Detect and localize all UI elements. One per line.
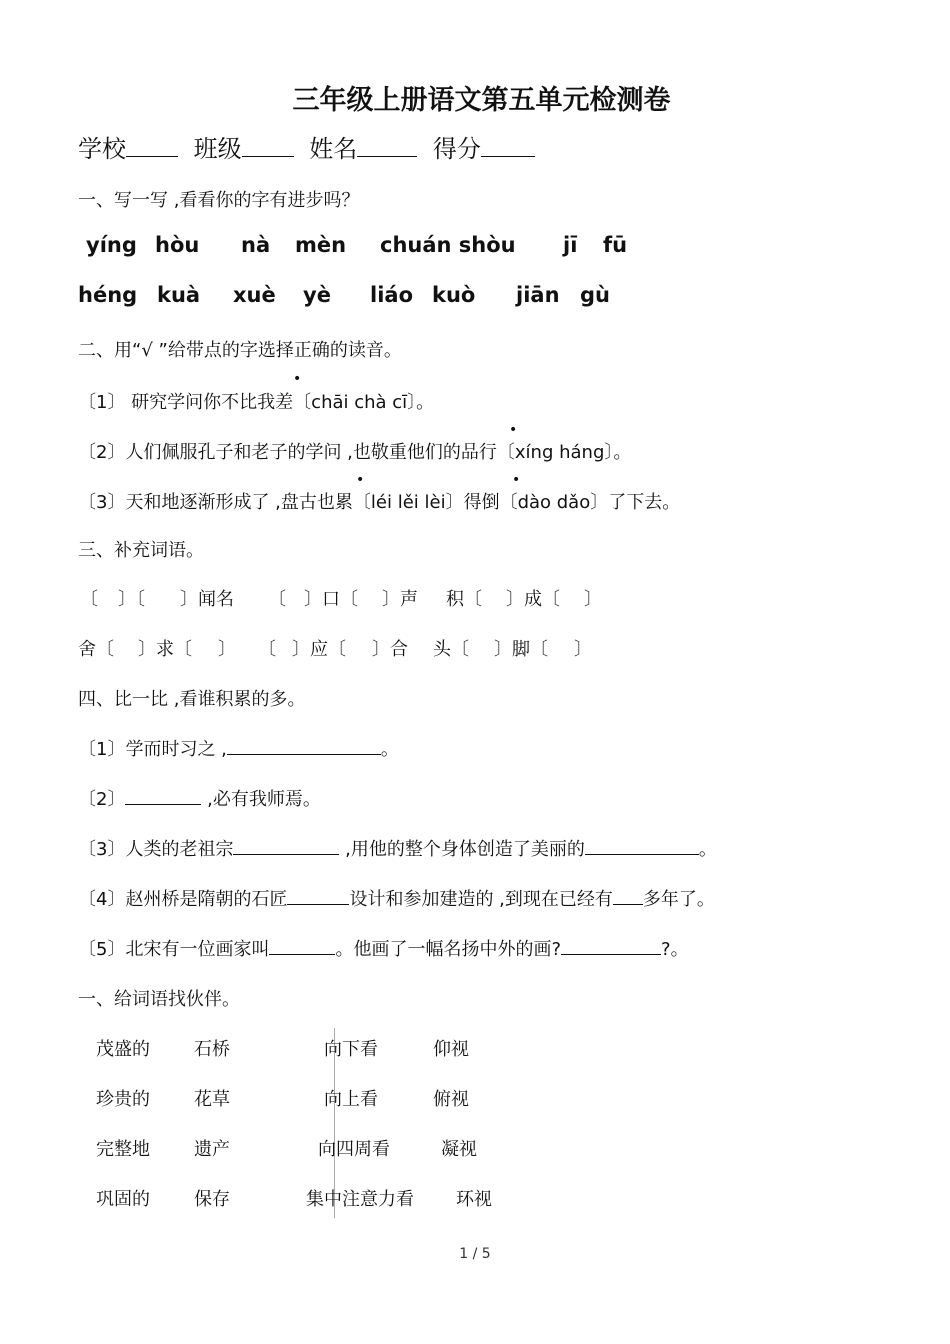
- word-fill-part: 〕合: [372, 639, 408, 660]
- match-word: 俯视: [433, 1089, 469, 1110]
- match-row: [0, 1185, 950, 1209]
- section2-question-3: 〔3〕天和地逐渐形成了 ,盘古也累〔léi lěi lèi〕得倒〔dào dǎo〕了下去。: [78, 492, 681, 513]
- section2-question-1: 〔1〕 研究学问你不比我差〔chāi chà cī〕。: [78, 392, 435, 413]
- question-text: 。他画了一幅名扬中外的画?: [335, 939, 562, 960]
- question-text: ,用他的整个身体创造了美丽的: [339, 839, 585, 860]
- section4-question-1: [78, 735, 399, 761]
- section4-heading: 四、比一比 ,看谁积累的多。: [78, 689, 306, 710]
- answer-blank[interactable]: [613, 886, 643, 905]
- answer-blank[interactable]: [125, 786, 201, 805]
- match-word: 茂盛的: [96, 1039, 150, 1060]
- word-fill-part: 〔: [258, 639, 276, 660]
- match-word: 花草: [194, 1089, 230, 1110]
- match-word: 石桥: [194, 1039, 230, 1060]
- pinyin-word: fū: [603, 233, 628, 257]
- question-text: 〔5〕北宋有一位画家叫: [78, 939, 270, 960]
- match-row: [0, 1135, 950, 1159]
- section1-heading: 一、写一写 ,看看你的字有进步吗？: [78, 190, 360, 211]
- score-label: 得分: [432, 135, 481, 163]
- name-blank: [357, 128, 417, 157]
- word-fill-part: 〔: [80, 589, 98, 610]
- word-fill-part: 〕求〔: [138, 639, 192, 660]
- answer-blank[interactable]: [269, 936, 335, 955]
- section4-question-4: [78, 885, 715, 911]
- match-word: 珍贵的: [96, 1089, 150, 1110]
- word-fill-part: 〕成〔: [506, 589, 560, 610]
- section2-question-2: 〔2〕人们佩服孔子和老子的学问 ,也敬重他们的品行〔xíng háng〕。: [78, 442, 632, 463]
- pinyin-word: yè: [303, 283, 331, 307]
- question-text: 〔4〕赵州桥是隋朝的石匠: [78, 889, 288, 910]
- question-text: ?。: [661, 939, 689, 960]
- school-label: 学校: [78, 135, 126, 163]
- match-word: 向四周看: [318, 1139, 390, 1160]
- pinyin-word: gù: [580, 283, 610, 307]
- section2-heading: 二、用“√ ”给带点的字选择正确的读音。: [78, 340, 402, 361]
- pinyin-row-2: [0, 283, 950, 311]
- word-fill-part: 〕: [218, 639, 236, 660]
- match-word: 环视: [456, 1189, 492, 1210]
- question-text: 。: [698, 839, 717, 860]
- emphasis-dot: •: [293, 371, 302, 387]
- word-fill-part: 〕: [574, 639, 592, 660]
- match-word: 向上看: [324, 1089, 378, 1110]
- student-info-line: [78, 128, 543, 164]
- emphasis-dot: •: [509, 422, 518, 438]
- score-blank: [481, 128, 535, 157]
- match-row: [0, 1035, 950, 1059]
- word-fill-part: 〕口〔: [304, 589, 358, 610]
- emphasis-dot: •: [356, 472, 365, 488]
- word-fill-part: 〕应〔: [292, 639, 346, 660]
- pinyin-row-1: [0, 233, 950, 261]
- word-fill-part: 〕〔: [118, 589, 145, 610]
- answer-blank[interactable]: [227, 736, 381, 755]
- question-text: ,必有我师焉。: [201, 789, 321, 810]
- page-title: 三年级上册语文第五单元检测卷: [292, 85, 671, 116]
- question-text: 设计和参加建造的 ,到现在已经有: [349, 889, 613, 910]
- word-fill-part: 头〔: [433, 639, 469, 660]
- pinyin-word: héng: [78, 283, 138, 307]
- emphasis-dot: •: [512, 472, 521, 488]
- question-text: 〔1〕学而时习之 ,: [78, 739, 227, 760]
- school-blank: [126, 128, 178, 157]
- match-word: 保存: [194, 1189, 230, 1210]
- word-fill-part: 〕声: [382, 589, 418, 610]
- pinyin-word: jī: [563, 233, 578, 257]
- question-text: 〔2〕: [78, 789, 126, 810]
- match-word: 遗产: [194, 1139, 230, 1160]
- section3-heading: 三、补充词语。: [78, 540, 204, 561]
- word-fill-row-1: [0, 585, 950, 609]
- match-row: [0, 1085, 950, 1109]
- question-text: 。: [380, 739, 399, 760]
- word-fill-part: 〕: [584, 589, 602, 610]
- pinyin-word: hòu: [155, 233, 200, 257]
- word-fill-part: 〔: [268, 589, 286, 610]
- word-fill-row-2: [0, 635, 950, 659]
- match-word: 仰视: [433, 1039, 469, 1060]
- match-word: 完整地: [96, 1139, 150, 1160]
- match-word: 集中注意力看: [306, 1189, 414, 1210]
- pinyin-word: chuán shòu: [380, 233, 516, 257]
- pinyin-word: mèn: [295, 233, 347, 257]
- pinyin-word: liáo: [370, 283, 413, 307]
- pinyin-word: yíng: [86, 233, 137, 257]
- pinyin-word: jiān: [516, 283, 560, 307]
- word-fill-part: 〕脚〔: [494, 639, 548, 660]
- pinyin-word: kuà: [157, 283, 201, 307]
- pinyin-word: nà: [241, 233, 271, 257]
- word-fill-part: 舍〔: [78, 639, 114, 660]
- section4-question-3: [78, 835, 717, 861]
- answer-blank[interactable]: [585, 836, 699, 855]
- answer-blank[interactable]: [233, 836, 339, 855]
- section4-question-5: [78, 935, 689, 961]
- word-fill-part: 〕闻名: [180, 589, 234, 610]
- question-text: 〔3〕人类的老祖宗: [78, 839, 234, 860]
- match-word: 凝视: [441, 1139, 477, 1160]
- pinyin-word: xuè: [233, 283, 276, 307]
- question-text: 多年了。: [642, 889, 715, 910]
- page-number: 1 / 5: [459, 1246, 491, 1262]
- class-blank: [242, 128, 294, 157]
- word-fill-part: 积〔: [446, 589, 482, 610]
- section5-heading: 一、给词语找伙伴。: [78, 989, 240, 1010]
- match-word: 向下看: [324, 1039, 378, 1060]
- section4-question-2: [78, 785, 321, 811]
- name-label: 姓名: [309, 135, 358, 163]
- answer-blank[interactable]: [561, 936, 661, 955]
- match-word: 巩固的: [96, 1189, 150, 1210]
- pinyin-word: kuò: [432, 283, 476, 307]
- class-label: 班级: [193, 135, 242, 163]
- answer-blank[interactable]: [287, 886, 349, 905]
